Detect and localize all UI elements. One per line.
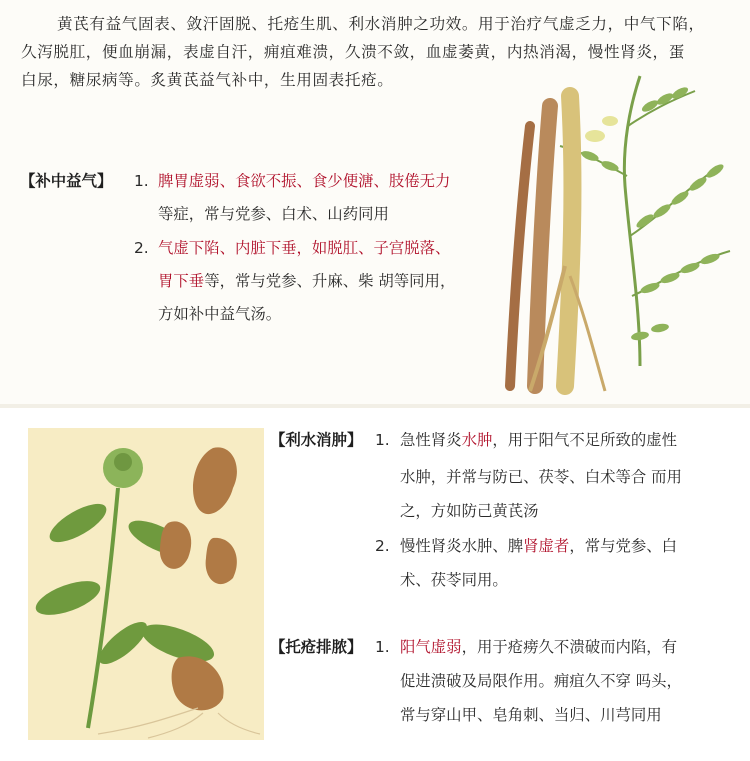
intro-line-2: 久泻脱肛，便血崩漏，表虚自汗，痈疽难溃，久溃不敛，血虚萎黄，内热消渴，慢性肾炎，蛋: [21, 43, 685, 61]
section-heading: 【补中益气】: [20, 172, 113, 190]
item-highlight-text: 脾胃虚弱、食欲不振、食少便溏、肢倦无力: [158, 172, 451, 190]
item-text: 术、茯苓同用。: [400, 571, 508, 589]
item-text: 之，方如防己黄芪汤: [400, 502, 539, 520]
item-number: 1.: [375, 638, 390, 656]
herb-plant-icon: [28, 428, 264, 740]
item-text-line: 急性肾炎水肿，用于阳气不足所致的虚性: [400, 431, 678, 449]
item-number: 1.: [134, 172, 149, 190]
herb-illustration-panel: [28, 428, 264, 740]
item-highlight-text: 气虚下陷、内脏下垂，如脱肛、子宫脱落、: [158, 239, 451, 257]
intro-line-1: 黄芪有益气固表、敛汗固脱、托疮生肌、利水消肿之功效。用于治疗气虚乏力，中气下陷，: [57, 15, 705, 33]
item-number: 2.: [134, 239, 149, 257]
intro-line-3: 白尿，糖尿病等。炙黄芪益气补中，生用固表托疮。: [21, 71, 394, 89]
item-text: 等症，常与党参、白术、山药同用: [158, 205, 389, 223]
item-text-line: 慢性肾炎水肿、脾肾虚者，常与党参、白: [400, 537, 678, 555]
section-heading: 【托疮排脓】: [270, 638, 363, 656]
item-number: 1.: [375, 431, 390, 449]
section-heading: 【利水消肿】: [270, 431, 363, 449]
item-text-line: 胃下垂等，常与党参、升麻、柴 胡等同用，: [158, 272, 456, 290]
item-text: 促进溃破及局限作用。痈疽久不穿 吗头，: [400, 672, 682, 690]
item-text: 常与穿山甲、皂角刺、当归、川芎同用: [400, 706, 662, 724]
item-number: 2.: [375, 537, 390, 555]
item-text: 方如补中益气汤。: [158, 305, 282, 323]
item-text: 水肿，并常与防已、茯苓、白术等合 而用: [400, 468, 682, 486]
astragalus-root-illustration: [490, 66, 740, 396]
item-text-line: 阳气虚弱，用于疮痨久不溃破而内陷，有: [400, 638, 678, 656]
